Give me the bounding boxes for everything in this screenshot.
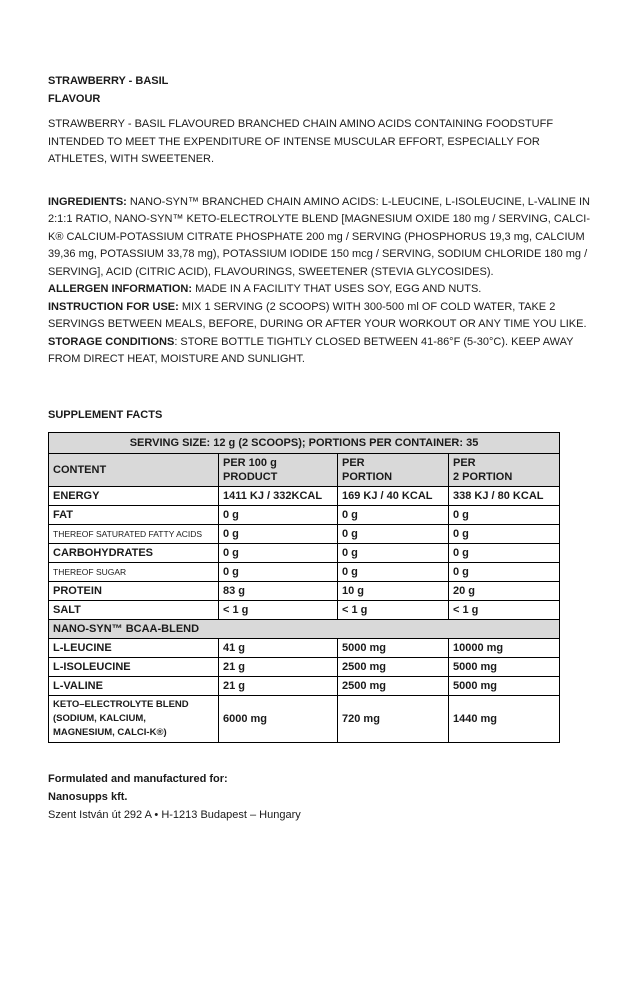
company-name: Nanosupps kft.	[48, 790, 128, 803]
col-per-2-portion-line2: 2 PORTION	[453, 470, 513, 483]
formulated-for: Formulated and manufactured for:	[48, 772, 228, 785]
company-address: Szent István út 292 A • H-1213 Budapest – Hungary	[48, 808, 301, 821]
keto-line1: KETO–ELECTROLYTE BLEND	[53, 698, 189, 710]
table-row	[49, 581, 560, 600]
row-value: 0 g	[338, 524, 449, 543]
row-label: CARBOHYDRATES	[49, 543, 219, 562]
col-per-100g	[219, 453, 338, 486]
row-value: 338 KJ / 80 KCAL	[449, 486, 560, 505]
row-value: 0 g	[449, 505, 560, 524]
flavour-title-line1: STRAWBERRY - BASIL	[48, 75, 169, 87]
row-label: L-VALINE	[49, 676, 219, 695]
keto-blend-label	[49, 695, 219, 742]
row-value: < 1 g	[338, 600, 449, 619]
row-label: L-ISOLEUCINE	[49, 657, 219, 676]
supplement-facts-title: SUPPLEMENT FACTS	[48, 408, 163, 421]
row-label: L-LEUCINE	[49, 638, 219, 657]
ingredients-block	[48, 194, 600, 369]
row-value: 41 g	[219, 638, 338, 657]
bcaa-blend-header: NANO-SYN™ BCAA-BLEND	[49, 619, 560, 638]
table-row	[49, 562, 560, 581]
storage-text: : STORE BOTTLE TIGHTLY CLOSED BETWEEN 41-86°F (5-30°C). KEEP AWAY FROM DIRECT HEAT, MOISTURE AND SUNLIGHT.	[48, 335, 574, 365]
table-row	[49, 524, 560, 543]
table-row	[49, 486, 560, 505]
storage-label: STORAGE CONDITIONS	[48, 335, 175, 348]
label-document	[48, 72, 600, 824]
row-label: PROTEIN	[49, 581, 219, 600]
blend-header-row	[49, 619, 560, 638]
row-value: 0 g	[219, 562, 338, 581]
table-row	[49, 657, 560, 676]
row-value: 6000 mg	[219, 695, 338, 742]
col-per-2-portion	[449, 453, 560, 486]
keto-line2: (SODIUM, KALCIUM,	[53, 712, 146, 724]
allergen-label: ALLERGEN INFORMATION:	[48, 283, 193, 295]
col-per-portion-line2: PORTION	[342, 470, 393, 483]
row-value: 2500 mg	[338, 676, 449, 695]
keto-line3: MAGNESIUM, CALCI-K®)	[53, 726, 167, 738]
row-value: 5000 mg	[449, 676, 560, 695]
serving-row	[49, 432, 560, 453]
flavour-title-line2: FLAVOUR	[48, 93, 101, 105]
ingredients-label: INGREDIENTS:	[48, 195, 127, 208]
row-value: 0 g	[449, 562, 560, 581]
row-value: 5000 mg	[338, 638, 449, 657]
row-value: 10000 mg	[449, 638, 560, 657]
row-label: SALT	[49, 600, 219, 619]
row-label: THEREOF SATURATED FATTY ACIDS	[49, 524, 219, 543]
row-label: THEREOF SUGAR	[49, 562, 219, 581]
row-label: FAT	[49, 505, 219, 524]
row-value: 0 g	[338, 505, 449, 524]
row-value: 0 g	[449, 524, 560, 543]
row-value: 720 mg	[338, 695, 449, 742]
col-per-2-portion-line1: PER	[453, 456, 476, 469]
row-value: 0 g	[219, 543, 338, 562]
row-value: 21 g	[219, 676, 338, 695]
col-per-portion-line1: PER	[342, 456, 365, 469]
col-content: CONTENT	[49, 453, 219, 486]
col-per-portion	[338, 453, 449, 486]
row-value: < 1 g	[449, 600, 560, 619]
instruction-label: INSTRUCTION FOR USE:	[48, 300, 179, 313]
col-per-100g-line2: PRODUCT	[223, 470, 278, 483]
row-value: 0 g	[338, 543, 449, 562]
row-value: 0 g	[338, 562, 449, 581]
serving-size: SERVING SIZE: 12 g (2 SCOOPS); PORTIONS PER CONTAINER: 35	[49, 432, 560, 453]
table-row	[49, 638, 560, 657]
table-row	[49, 505, 560, 524]
table-row	[49, 543, 560, 562]
table-row	[49, 676, 560, 695]
allergen-text: MADE IN A FACILITY THAT USES SOY, EGG AND NUTS.	[192, 283, 482, 295]
row-value: 2500 mg	[338, 657, 449, 676]
product-description: STRAWBERRY - BASIL FLAVOURED BRANCHED CHAIN AMINO ACIDS CONTAINING FOODSTUFF INTENDED TO MEET THE EXPENDITURE OF INTENSE MUSCULAR EFFORT, ESPECIALLY FOR ATHLETES, WITH SWEETENER.	[48, 118, 554, 165]
manufacturer-info	[48, 770, 600, 824]
row-value: 83 g	[219, 581, 338, 600]
row-value: 21 g	[219, 657, 338, 676]
row-value: 20 g	[449, 581, 560, 600]
flavour-title	[48, 72, 600, 108]
table-row	[49, 600, 560, 619]
row-value: 0 g	[449, 543, 560, 562]
row-value: 0 g	[219, 505, 338, 524]
col-per-100g-line1: PER 100 g	[223, 456, 277, 469]
column-header-row	[49, 453, 560, 486]
row-label: ENERGY	[49, 486, 219, 505]
supplement-facts-table	[48, 432, 560, 743]
table-row	[49, 695, 560, 742]
row-value: 10 g	[338, 581, 449, 600]
row-value: < 1 g	[219, 600, 338, 619]
row-value: 1411 KJ / 332KCAL	[219, 486, 338, 505]
row-value: 5000 mg	[449, 657, 560, 676]
ingredients-text: NANO-SYN™ BRANCHED CHAIN AMINO ACIDS: L-LEUCINE, L-ISOLEUCINE, L-VALINE IN 2:1:1 RATIO, NANO-SYN™ KETO-ELECTROLYTE BLEND [MAGNESIUM OXIDE 180 mg / SERVING, CALCI-K® CALCIUM-POTASSIUM CITRATE PHOSPHATE 200 mg / SERVING (PHOSPHORUS 19,3 mg, CALCIUM 39,36 mg, POTASSIUM 33,78 mg), POTASSIUM IODIDE 150 mcg / SERVING, SODIUM CHLORIDE 180 mg / SERVING], ACID (CITRIC ACID), FLAVOURINGS, SWEETENER (STEVIA GLYCOSIDES).	[48, 195, 590, 278]
row-value: 169 KJ / 40 KCAL	[338, 486, 449, 505]
instruction-text: MIX 1 SERVING (2 SCOOPS) WITH 300-500 ml OF COLD WATER, TAKE 2 SERVINGS BETWEEN MEALS, BEFORE, DURING OR AFTER YOUR WORKOUT OR ANY TIME YOU LIKE.	[48, 300, 587, 330]
row-value: 0 g	[219, 524, 338, 543]
row-value: 1440 mg	[449, 695, 560, 742]
